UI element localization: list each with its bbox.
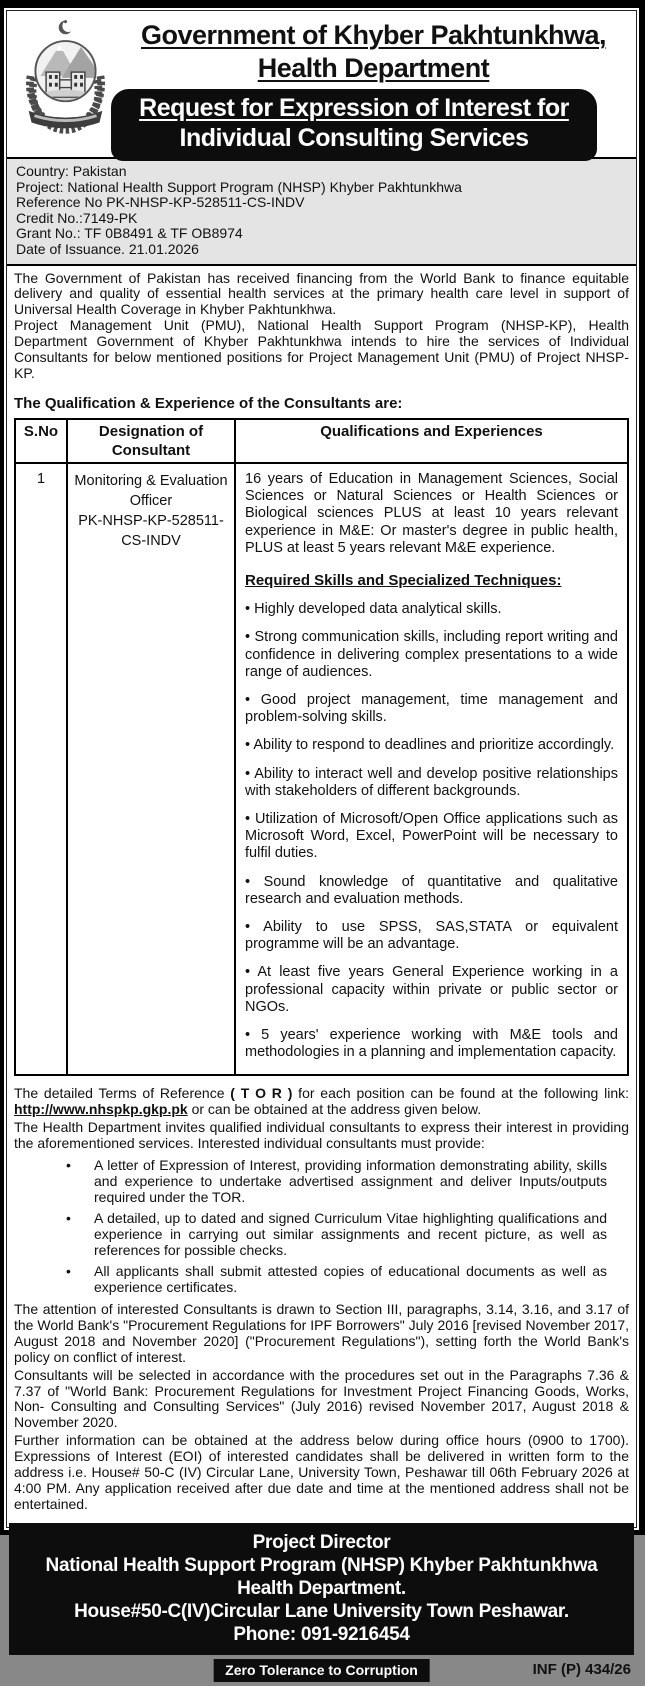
skill-item: • Good project management, time management and problem-solving skills.: [245, 692, 618, 726]
title-line1: Government of Khyber Pakhtunkhwa,: [140, 20, 607, 50]
kp-government-emblem-logo: [17, 17, 114, 133]
skill-item: • Ability to interact well and develop positive relationships with stakeholders of different backgrounds.: [245, 766, 618, 800]
qualification-heading: The Qualification & Experience of the Consultants are:: [14, 394, 403, 412]
inner-frame: [6, 10, 637, 1678]
notice-paragraph-2: Consultants will be selected in accordance with the procedures set out in the Paragraphs 7.36 & 7.37 of "World Bank: Procurement Regulations for Investment Project Financing Goods, Works, Non- Consulting and Consulting Services" (July 2016) revised November 2017, August 2018 & November 2020.: [14, 1366, 629, 1431]
skill-item: • Utilization of Microsoft/Open Office applications such as Microsoft Word, Excel, PowerPoint will be necessary to fulfil duties.: [245, 811, 618, 863]
notice-text: Further information can be obtained at the address below during office hours (0900 to 1700). Expressions of Interest (EOI) of interested candidates shall be delivered in written form to the address i.e.: [14, 1432, 629, 1481]
request-banner: [111, 89, 597, 161]
project-info-box: [7, 157, 636, 266]
consultants-table: [14, 418, 629, 1076]
info-reference: Reference No PK-NHSP-KP-528511-CS-INDV: [16, 194, 305, 211]
notice-paragraph-1: The attention of interested Consultants is drawn to Section III, paragraphs, 3.14, 3.16, and 3.17 of the World Bank's "Procurement Regulations for IPF Borrowers" July 2016 [revised November 2017, August 2018 and November 2020] ("Procurement Regulations"), setting forth the World Bank's policy on conflict of interest.: [14, 1301, 629, 1365]
designation-line: CS-INDV: [121, 532, 181, 549]
footer-line-project-director: Project Director: [252, 1531, 391, 1553]
header: [7, 11, 636, 157]
list-item: • A detailed, up to dated and signed Curriculum Vitae highlighting qualifications and experience in carrying out similar assignments and recent picture, as well as references for possible checks.: [14, 1210, 629, 1258]
tor-abbrev: ( T O R ): [230, 1085, 293, 1102]
body: [7, 266, 636, 1513]
intro-paragraph-1: The Government of Pakistan has received financing from the World Bank to finance equitable delivery and quality of essential health services at the primary health care level in support of Universal Health Coverage in Khyber Pakhtunkhwa.: [14, 269, 629, 318]
footer-line-address: House#50-C(IV)Circular Lane University Town Peshawar.: [74, 1600, 569, 1622]
skill-item: • Sound knowledge of quantitative and qualitative research and evaluation methods.: [245, 874, 618, 908]
footer-line-program: National Health Support Program (NHSP) Khyber Pakhtunkhwa: [45, 1554, 598, 1576]
bottom-strip: [7, 1655, 636, 1686]
cell-sno: 1: [15, 463, 67, 1075]
table-header-row: [15, 419, 628, 463]
designation-line: Monitoring & Evaluation: [74, 472, 228, 489]
designation-line: PK-NHSP-KP-528511-: [78, 512, 224, 529]
banner-line2: Individual Consulting Services: [179, 124, 529, 152]
cell-qualifications: [235, 463, 628, 1075]
submission-address-bold: House# 50-C (IV) Circular Lane, University Town, Peshawar till 06th February 2026 at 4:00 PM.: [14, 1464, 629, 1496]
skill-item: • Ability to use SPSS, SAS,STATA or equivalent programme will be an advantage.: [245, 919, 618, 953]
banner-line1: Request for Expression of Interest for: [139, 94, 569, 122]
tor-link[interactable]: http://www.nhspkp.gkp.pk: [14, 1101, 188, 1118]
eoi-requirements-list: [14, 1157, 629, 1295]
invitation-paragraph: The Health Department invites qualified individual consultants to express their interest in providing the aforementioned services. Interested individual consultants must provide:: [14, 1119, 629, 1152]
inf-reference-number: INF (P) 434/26: [532, 1660, 631, 1678]
info-country: Country: Pakistan: [16, 163, 127, 179]
tor-paragraph: [14, 1086, 629, 1118]
department-title: [111, 19, 636, 85]
zero-tolerance-badge: Zero Tolerance to Corruption: [213, 1659, 430, 1682]
notice-paragraph-3: [14, 1433, 629, 1513]
skill-item: • At least five years General Experience working in a professional capacity within private or public sector or NGOs.: [245, 964, 618, 1016]
info-grant: Grant No.: TF 0B8491 & TF OB8974: [16, 225, 243, 242]
tor-text: or can be obtained at the address given below.: [187, 1101, 482, 1118]
qualification-intro: 16 years of Education in Management Sciences, Social Sciences or Natural Sciences or Health Sciences or Biological sciences PLUS at least 10 years relevant experience in M&E: Or master's degree in public health, PLUS at least 5 years relevant M&E experience.: [245, 470, 618, 556]
col-header-sno: S.No: [15, 419, 67, 463]
notice-text: Any application received after due date and time at the mentioned address shall not be entertained.: [14, 1479, 629, 1512]
table-row: [15, 463, 628, 1075]
skills-heading: Required Skills and Specialized Techniques:: [245, 571, 562, 589]
tor-text: The detailed Terms of Reference: [14, 1085, 231, 1102]
designation-line: Officer: [129, 492, 173, 509]
info-credit: Credit No.:7149-PK: [16, 209, 138, 226]
page-title: [111, 19, 636, 85]
title-line2: Health Department: [257, 53, 490, 83]
col-header-qualifications: Qualifications and Experiences: [235, 419, 628, 463]
contact-footer-box: [9, 1523, 634, 1655]
info-project: Project: National Health Support Program (NHSP) Khyber Pakhtunkhwa: [16, 178, 462, 195]
skill-item: • Strong communication skills, including report writing and confidence in delivering complex presentations to a wide range of audiences.: [245, 629, 618, 681]
col-header-designation: Designation of Consultant: [67, 419, 235, 463]
skill-item: • Ability to respond to deadlines and prioritize accordingly.: [245, 737, 618, 754]
list-item: • A letter of Expression of Interest, providing information demonstrating ability, skills and experience to undertake advertised assignment and deliver Inputs/outputs required under the TOR.: [14, 1157, 629, 1205]
info-issuance-date: Date of Issuance. 21.01.2026: [16, 240, 199, 257]
emblem-icon: [17, 17, 114, 133]
list-item: • All applicants shall submit attested copies of educational documents as well as experience certificates.: [14, 1263, 629, 1295]
skill-item: • 5 years' experience working with M&E tools and methodologies in a planning and implementation capacity.: [245, 1027, 618, 1061]
cell-designation: [67, 463, 235, 1075]
footer-line-department: Health Department.: [237, 1577, 406, 1599]
intro-paragraph-2: Project Management Unit (PMU), National Health Support Program (NHSP-KP), Health Department Government of Khyber Pakhtunkhwa intends to hire the services of Individual Consultants for below mentioned positions for Project Management Unit (PMU) of Project NHSP-KP.: [14, 317, 629, 381]
tor-text: for each position can be found at the following link:: [292, 1085, 629, 1102]
footer-line-phone: Phone: 091-9216454: [233, 1623, 410, 1645]
skill-item: • Highly developed data analytical skills.: [245, 601, 618, 618]
